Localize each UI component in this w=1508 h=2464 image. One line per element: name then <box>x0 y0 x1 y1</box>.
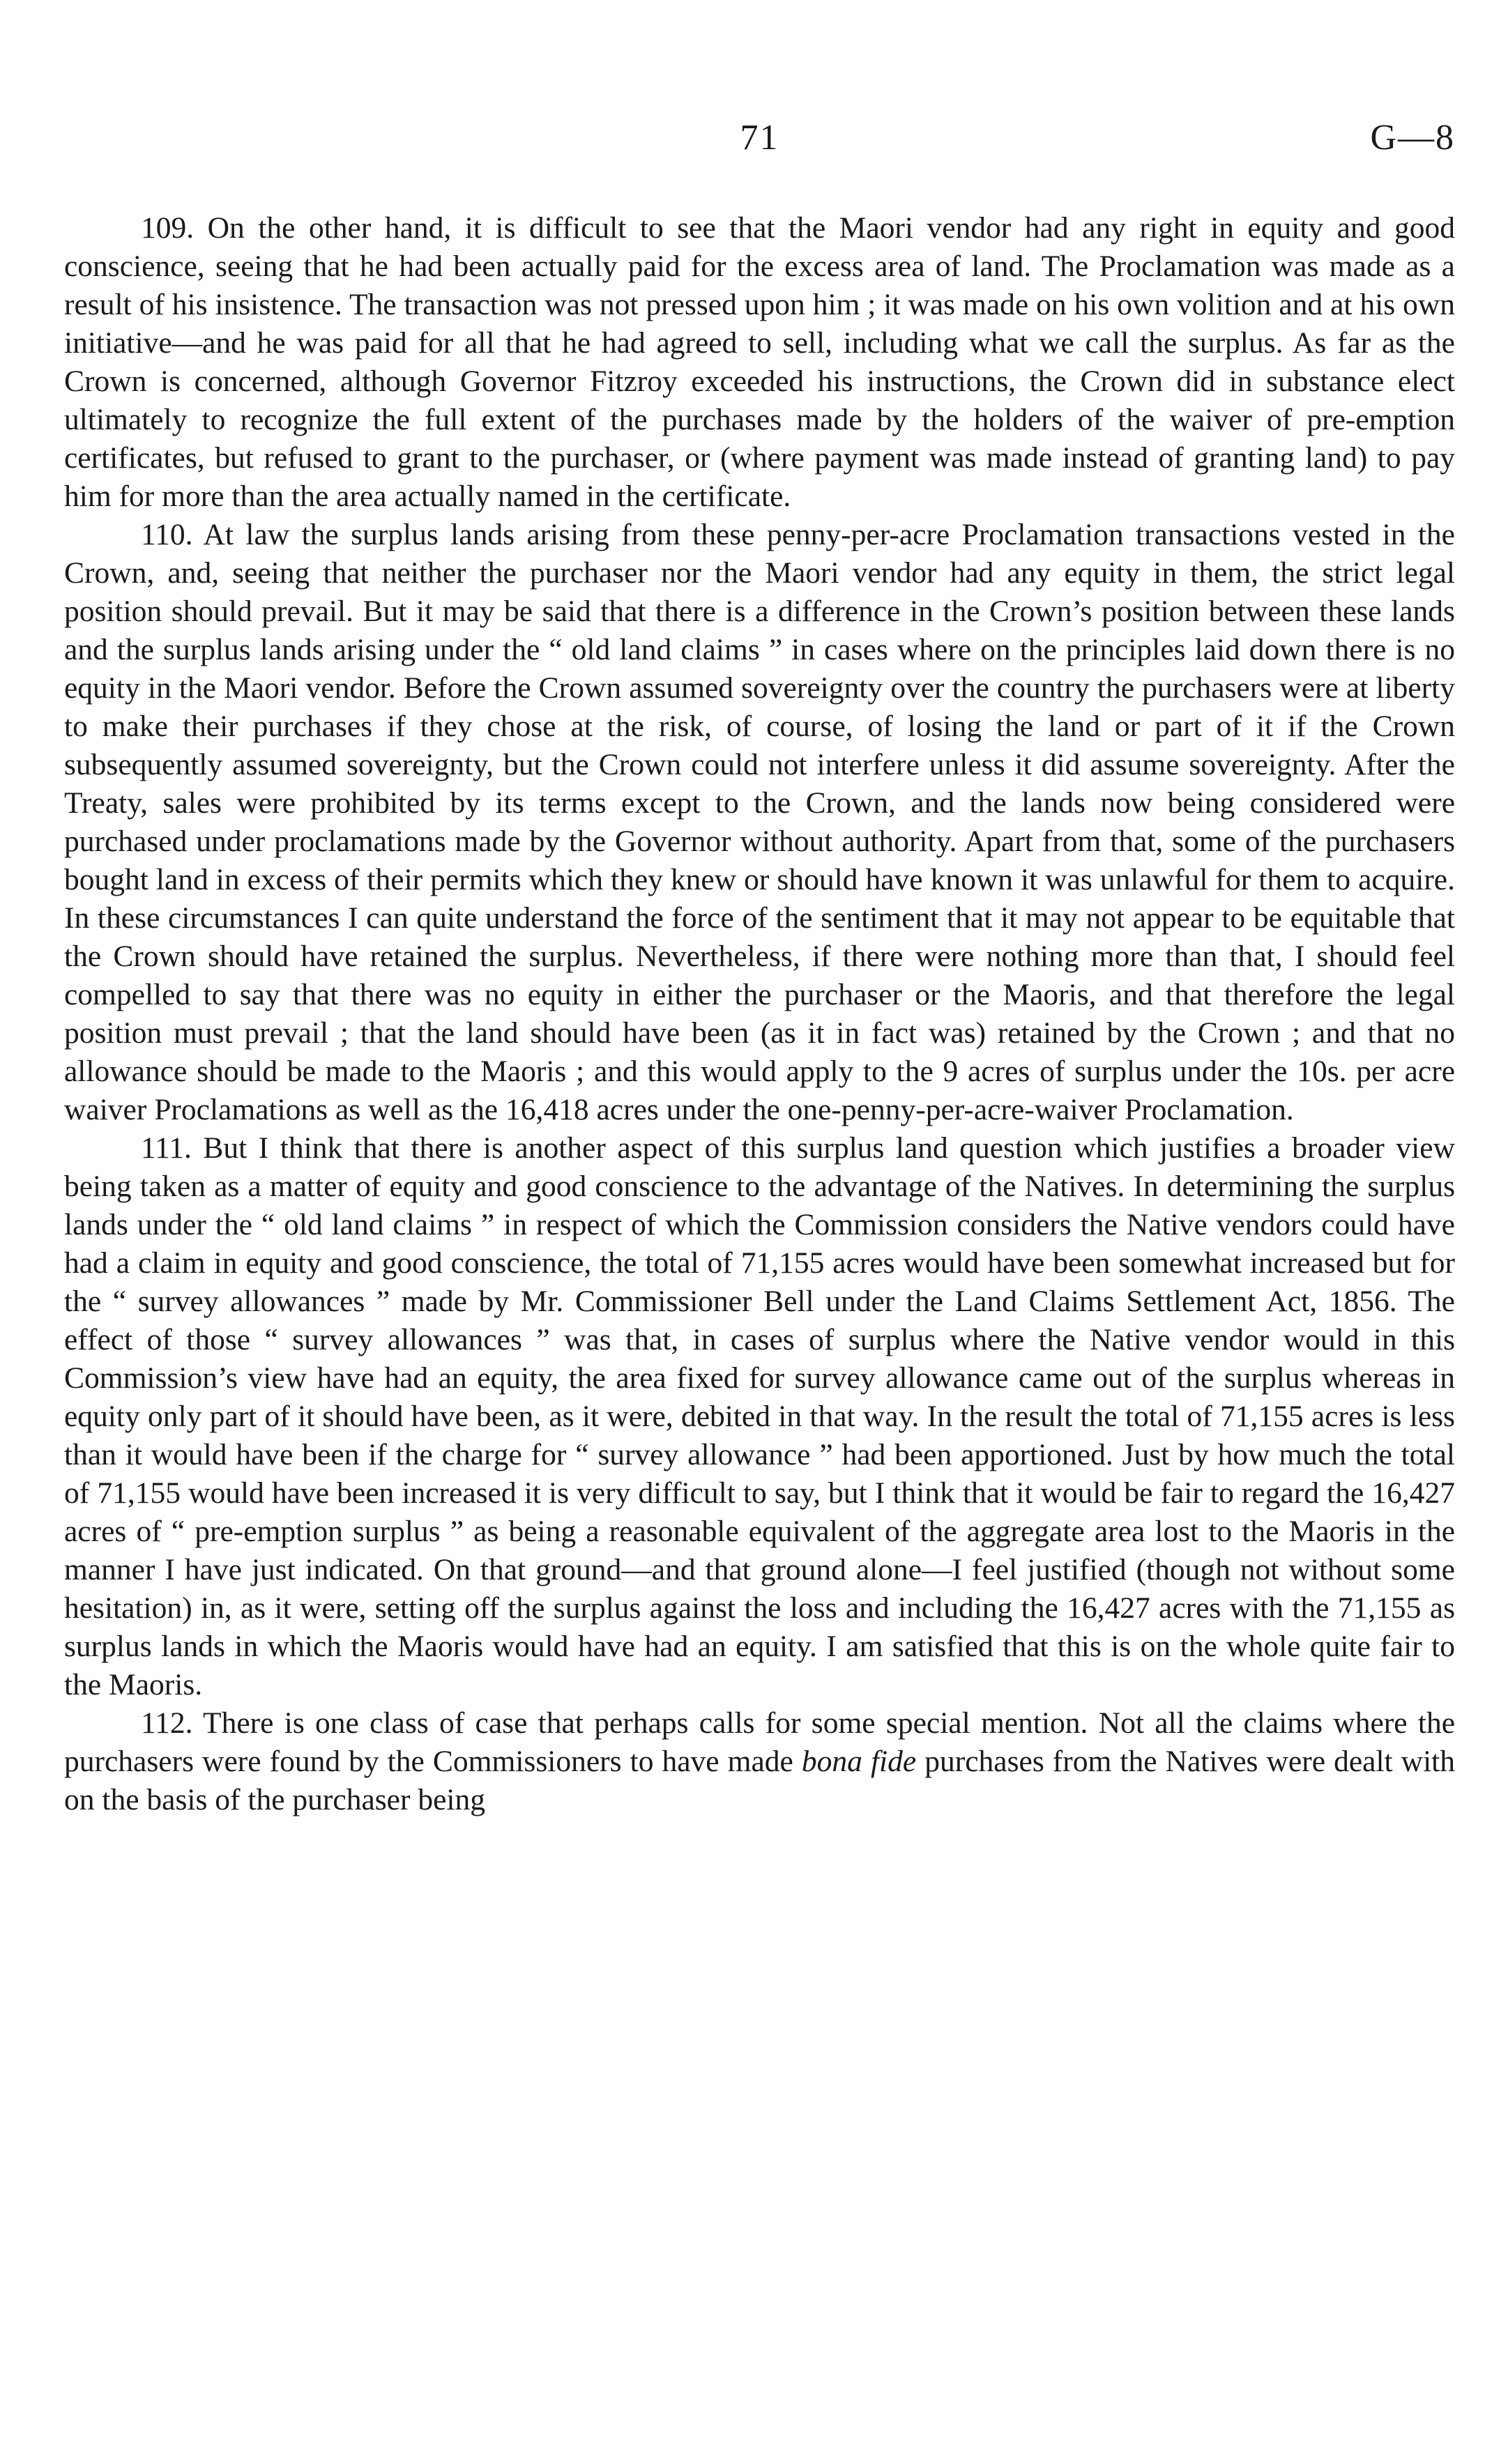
page-number: 71 <box>740 118 779 158</box>
document-code: G—8 <box>1370 118 1455 158</box>
page-header <box>64 117 1455 166</box>
paragraph-112 <box>64 1704 1455 1819</box>
paragraph-112-italic-phrase: bona fide <box>801 1745 917 1778</box>
paragraph-110: 110. At law the surplus lands arising from these penny-per-acre Proclamation transactions vested in the Crown, and, seeing that neither the purchaser nor the Maori vendor had any equity in them, the strict legal position should prevail. But it may be said that there is a difference in the Crown’s position between these lands and the surplus lands arising under the “ old land claims ” in cases where on the principles laid down there is no equity in the Maori vendor. Before the Crown assumed sovereignty over the country the purchasers were at liberty to make their purchases if they chose at the risk, of course, of losing the land or part of it if the Crown subsequently assumed sovereignty, but the Crown could not interfere unless it did assume sovereignty. After the Treaty, sales were prohibited by its terms except to the Crown, and the lands now being considered were purchased under proclamations made by the Governor without authority. Apart from that, some of the purchasers bought land in excess of their permits which they knew or should have known it was unlawful for them to acquire. In these circumstances I can quite understand the force of the sentiment that it may not appear to be equitable that the Crown should have retained the surplus. Nevertheless, if there were nothing more than that, I should feel compelled to say that there was no equity in either the purchaser or the Maoris, and that therefore the legal position must prevail ; that the land should have been (as it in fact was) retained by the Crown ; and that no allowance should be made to the Maoris ; and this would apply to the 9 acres of surplus under the 10s. per acre waiver Proclamations as well as the 16,418 acres under the one-penny-per-acre-waiver Proclamation. <box>64 518 1455 1126</box>
paragraph-111: 111. But I think that there is another aspect of this surplus land question which justifies a broader view being taken as a matter of equity and good conscience to the advantage of the Natives. In determining the surplus lands under the “ old land claims ” in respect of which the Commission considers the Native vendors could have had a claim in equity and good conscience, the total of 71,155 acres would have been somewhat increased but for the “ survey allowances ” made by Mr. Commissioner Bell under the Land Claims Settlement Act, 1856. The effect of those “ survey allowances ” was that, in cases of surplus where the Native vendor would in this Commission’s view have had an equity, the area fixed for survey allowance came out of the surplus whereas in equity only part of it should have been, as it were, debited in that way. In the result the total of 71,155 acres is less than it would have been if the charge for “ survey allowance ” had been apportioned. Just by how much the total of 71,155 would have been increased it is very difficult to say, but I think that it would be fair to regard the 16,427 acres of “ pre-emption surplus ” as being a reasonable equivalent of the aggregate area lost to the Maoris in the manner I have just indicated. On that ground—and that ground alone—I feel justified (though not without some hesitation) in, as it were, setting off the surplus against the loss and including the 16,427 acres with the 71,155 as surplus lands in which the Maoris would have had an equity. I am satisfied that this is on the whole quite fair to the Maoris. <box>64 1131 1455 1701</box>
paragraph-109: 109. On the other hand, it is difficult to see that the Maori vendor had any right in equity and good conscience, seeing that he had been actually paid for the excess area of land. The Proclamation was made as a result of his insistence. The transaction was not pressed upon him ; it was made on his own volition and at his own initiative—and he was paid for all that he had agreed to sell, including what we call the surplus. As far as the Crown is concerned, although Governor Fitzroy exceeded his instructions, the Crown did in substance elect ultimately to recognize the full extent of the purchases made by the holders of the waiver of pre-emption certificates, but refused to grant to the purchaser, or (where payment was made instead of granting land) to pay him for more than the area actually named in the certificate. <box>64 211 1455 513</box>
body-text <box>64 209 1455 1819</box>
paragraph-112-text-start: 112. There is one class of case that perhaps calls for some special mention. Not all the claims where the purchasers were found by the Commissioners to have made <box>64 1706 1455 1778</box>
paragraph-112-text-end: purchases from the Natives were dealt with on the basis of the purchaser being <box>64 1745 1455 1816</box>
